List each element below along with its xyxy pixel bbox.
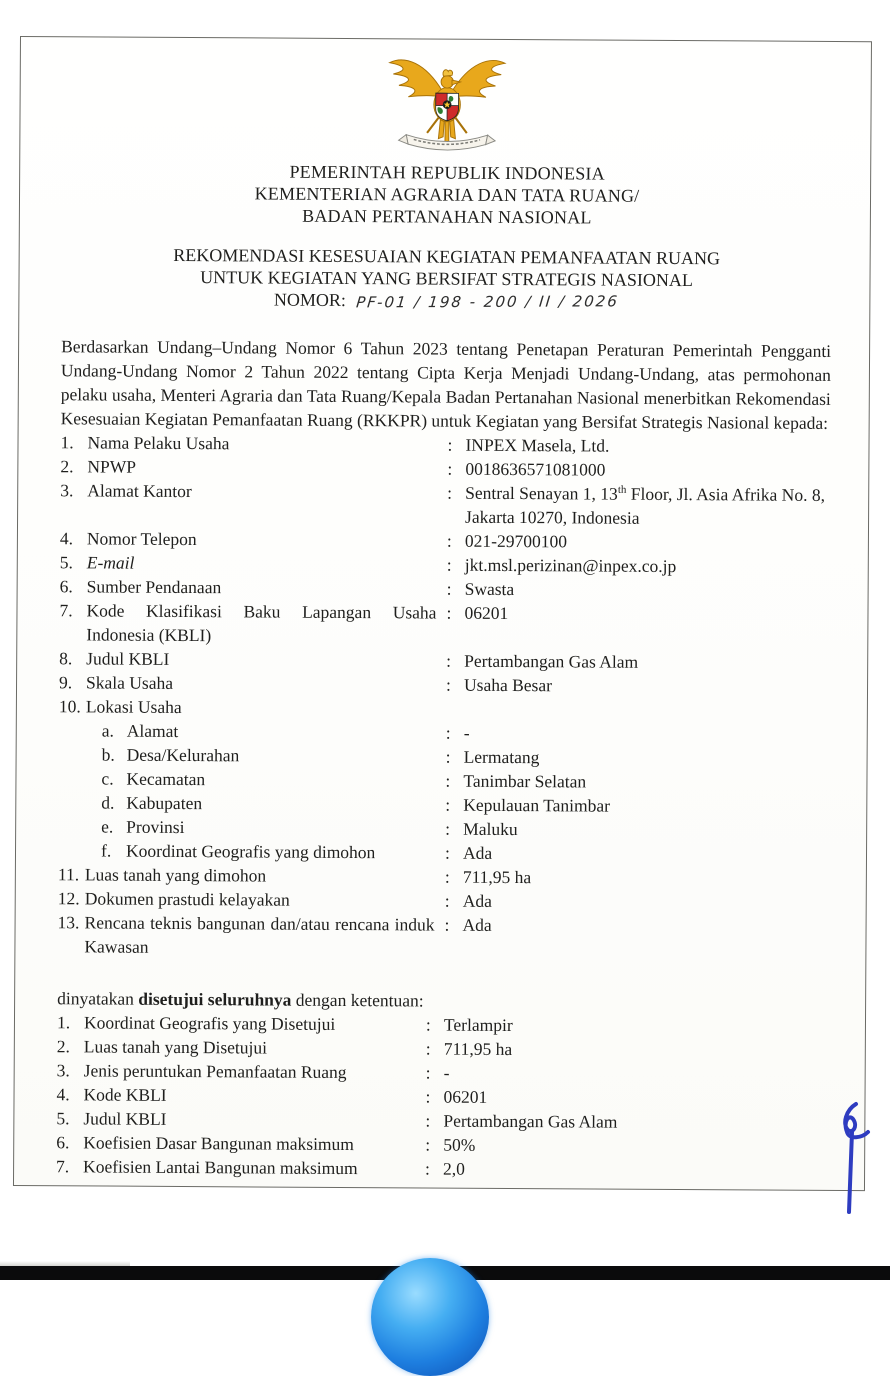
letterhead-line-1: PEMERINTAH REPUBLIK INDONESIA [289, 161, 605, 184]
item-number: 7. [59, 600, 73, 621]
item-value: Usaha Besar [463, 674, 553, 696]
intro-paragraph: Berdasarkan Undang–Undang Nomor 6 Tahun 2023 tentang Penetapan Peraturan Pemerintah Pengganti Undang-Undang Nomor 2 Tahun 2022 tentang Cipta Kerja Menjadi Undang-Undang, atas permohonan pelaku usaha, Menteri Agraria dan Tata Ruang/Kepala Badan Pertanahan Nasional menerbitkan Rekomendasi Kesesuaian Kegiatan Pemanfaatan Ruang (RKKPR) untuk Kegiatan yang Bersifat Strategis Nasional kepada: [60, 336, 832, 433]
item-number: c. [101, 768, 114, 789]
item-label: Skala Usaha [85, 672, 174, 693]
item-number: e. [101, 816, 114, 837]
item-label: Kecamatan [126, 768, 206, 790]
item-label: Koefisien Lantai Bangunan maksimum [83, 1156, 358, 1179]
item-colon: : [445, 674, 451, 695]
item-colon: : [446, 530, 452, 551]
approval-intro-pre: dinyatakan [57, 988, 139, 1009]
item-value [464, 697, 829, 723]
item-value: 711,95 ha [462, 866, 532, 888]
item-colon: : [425, 1038, 431, 1059]
list-item [59, 598, 829, 651]
item-colon: : [425, 1086, 431, 1107]
item-label: Judul KBLI [83, 1108, 167, 1129]
nomor-line [61, 287, 831, 315]
item-label: Kabupaten [126, 792, 203, 814]
list-item [57, 910, 827, 963]
title-line-2: UNTUK KEGIATAN YANG BERSIFAT STRATEGIS NASIONAL [200, 267, 693, 291]
item-value: Tanimbar Selatan [463, 770, 587, 792]
item-value: 711,95 ha [443, 1038, 513, 1060]
item-number: 3. [56, 1060, 70, 1081]
item-value: Lermatang [463, 746, 540, 768]
item-number: 13. [57, 912, 80, 933]
item-colon: : [425, 1134, 431, 1155]
item-value: Ada [462, 914, 492, 935]
applicant-detail-list [57, 430, 830, 963]
item-number: 1. [56, 1012, 71, 1033]
item-label: Koordinat Geografis yang Disetujui [83, 1012, 336, 1034]
item-value: 2,0 [443, 1158, 466, 1179]
item-value: INPEX Masela, Ltd. [465, 434, 610, 456]
item-value: Maluku [463, 818, 518, 840]
item-label: Koordinat Geografis yang dimohon [125, 840, 376, 863]
item-number: 11. [57, 864, 80, 885]
letterhead [62, 159, 832, 230]
item-number: 6. [59, 576, 73, 597]
title-line-1: REKOMENDASI KESESUAIAN KEGIATAN PEMANFAATAN RUANG [173, 244, 721, 269]
item-value: 50% [443, 1134, 476, 1155]
item-colon: : [425, 1110, 431, 1131]
item-value: - [463, 722, 470, 743]
item-number: 5. [56, 1108, 70, 1129]
item-value: - [443, 1062, 450, 1083]
item-colon: : [447, 458, 453, 479]
item-colon [446, 697, 464, 721]
item-value: Sentral Senayan 1, 13th Floor, Jl. Asia Afrika No. 8, Jakarta 10270, Indonesia [465, 482, 826, 528]
item-label: Lokasi Usaha [85, 696, 182, 717]
item-number: 2. [56, 1036, 71, 1057]
approval-conditions-list [56, 1010, 827, 1183]
item-colon: : [445, 722, 451, 743]
item-label: Luas tanah yang dimohon [84, 864, 267, 886]
item-number: 8. [59, 648, 73, 669]
item-value: 021-29700100 [464, 530, 568, 552]
item-value: Swasta [464, 578, 515, 600]
item-number: 4. [56, 1084, 70, 1105]
item-number: 4. [59, 528, 74, 549]
item-label: Alamat [126, 720, 179, 741]
item-value: Terlampir [443, 1014, 513, 1036]
item-label: Nama Pelaku Usaha [87, 432, 230, 454]
item-number: 3. [60, 480, 74, 501]
item-label: Nomor Telepon [86, 528, 197, 550]
item-value: Ada [462, 890, 492, 911]
garuda-icon [386, 51, 510, 158]
item-colon: : [444, 914, 450, 935]
item-colon: : [446, 554, 452, 575]
item-label: Judul KBLI [86, 648, 170, 669]
item-label: Jenis peruntukan Pemanfaatan Ruang [83, 1060, 347, 1083]
item-value: Kepulauan Tanimbar [463, 794, 611, 816]
item-label: Dokumen prastudi kelayakan [84, 888, 290, 910]
item-value: 06201 [464, 602, 509, 623]
item-colon: : [444, 866, 450, 887]
item-label: Desa/Kelurahan [126, 744, 240, 766]
item-colon: : [445, 794, 451, 815]
item-colon: : [447, 434, 453, 455]
item-label: E-mail [86, 552, 135, 573]
item-label: Alamat Kantor [87, 480, 192, 502]
item-value: Ada [462, 842, 493, 863]
item-colon: : [446, 578, 452, 599]
item-colon: : [425, 1158, 431, 1179]
item-colon: : [425, 1014, 431, 1035]
nomor-handwritten-value: PF-01 / 198 - 200 / II / 2026 [355, 292, 620, 312]
letterhead-line-2: KEMENTERIAN AGRARIA DAN TATA RUANG/ [254, 183, 640, 206]
document-title [61, 243, 831, 315]
item-label: Kode Klasifikasi Baku Lapangan Usaha Indonesia (KBLI) [86, 600, 437, 646]
item-colon: : [445, 818, 451, 839]
item-number: 10. [58, 696, 81, 717]
item-label: Provinsi [126, 816, 185, 838]
nomor-label: NOMOR: [273, 289, 347, 310]
item-label: Koefisien Dasar Bangunan maksimum [83, 1132, 355, 1155]
item-label: Sumber Pendanaan [86, 576, 222, 598]
item-label: NPWP [87, 456, 137, 477]
item-colon: : [445, 770, 451, 791]
item-number: 9. [58, 672, 73, 693]
item-colon: : [446, 650, 452, 671]
item-number: 1. [60, 432, 74, 453]
list-item [56, 1154, 826, 1183]
item-number: b. [101, 744, 115, 765]
item-number: f. [100, 840, 112, 861]
item-value: Pertambangan Gas Alam [443, 1110, 618, 1132]
item-colon: : [445, 746, 451, 767]
letterhead-line-3: BADAN PERTANAHAN NASIONAL [302, 205, 592, 228]
item-colon: : [444, 842, 450, 863]
item-number: a. [101, 720, 114, 741]
item-colon: : [444, 890, 450, 911]
item-number: d. [101, 792, 115, 813]
item-number: 2. [60, 456, 74, 477]
item-value: jkt.msl.perizinan@inpex.co.jp [464, 554, 677, 577]
document-page [13, 36, 872, 1191]
item-number: 12. [57, 888, 80, 909]
item-colon: : [425, 1062, 431, 1083]
item-value: 06201 [443, 1086, 488, 1107]
item-number: 6. [56, 1132, 70, 1153]
item-value: 0018636571081000 [465, 458, 606, 480]
item-label: Rencana teknis bangunan dan/atau rencana induk Kawasan [84, 912, 435, 957]
list-item [60, 478, 830, 531]
camera-shutter-button[interactable] [371, 1258, 489, 1376]
approval-intro-post: dengan ketentuan: [291, 989, 424, 1011]
item-value: Pertambangan Gas Alam [464, 650, 639, 672]
item-number: 7. [56, 1156, 70, 1177]
garuda-pancasila-emblem [62, 49, 833, 162]
item-colon: : [447, 482, 453, 503]
item-label: Kode KBLI [83, 1084, 167, 1105]
item-colon: : [446, 602, 452, 623]
approval-intro-bold: disetujui seluruhnya [138, 988, 292, 1010]
item-label: Luas tanah yang Disetujui [83, 1036, 268, 1058]
item-number: 5. [59, 552, 73, 573]
